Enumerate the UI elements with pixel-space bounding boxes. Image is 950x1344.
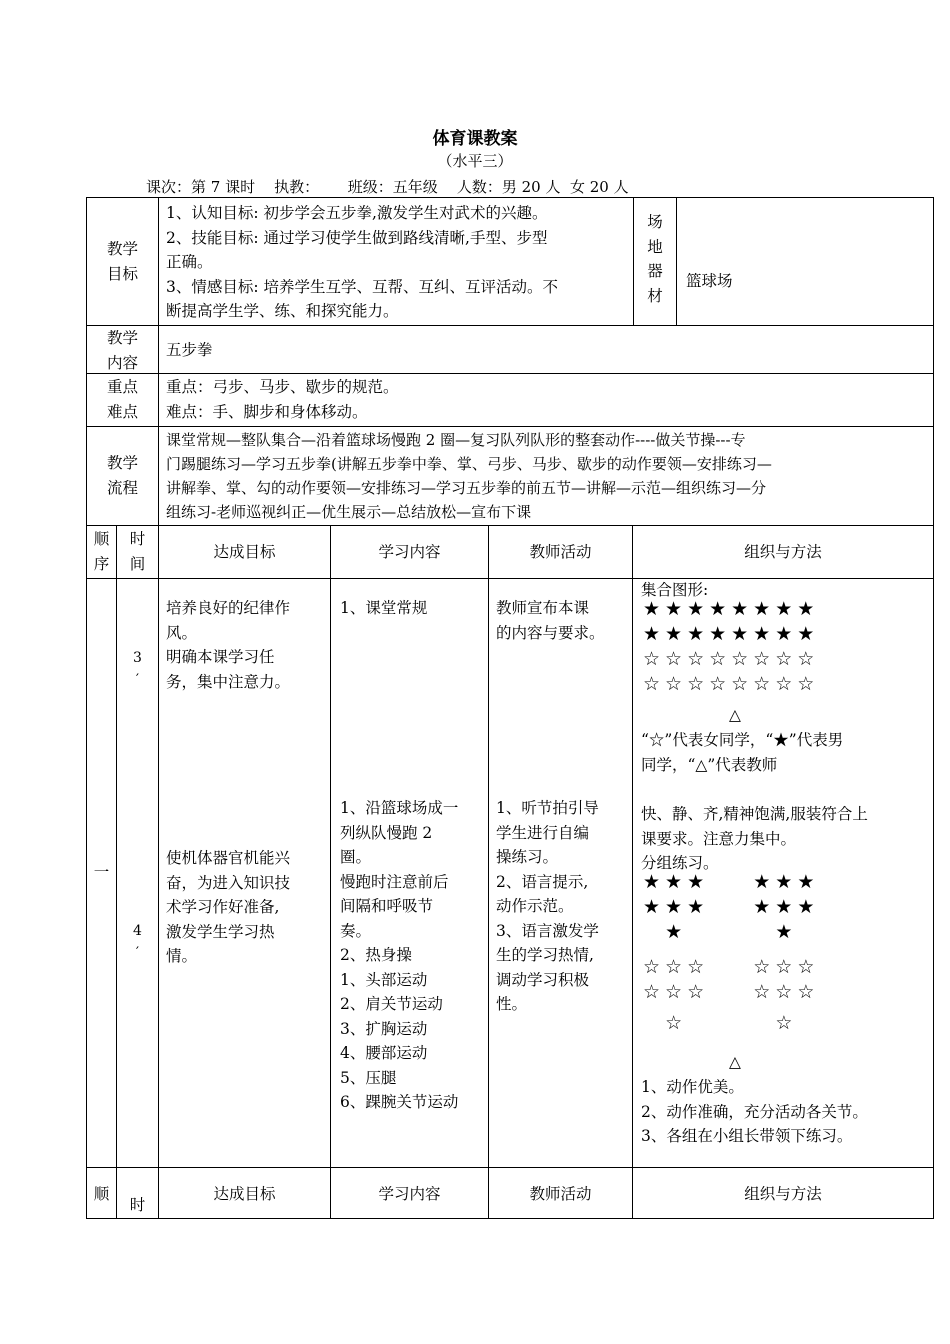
teacher-marker: △ [729,706,741,724]
section-time-1: 3 ′ [133,650,142,688]
lesson-info: 课次：第 7 课时 执教： 班级：五年级 人数：男 20 人 女 20 人 [146,178,629,196]
keypoints-text: 重点：弓步、马步、歇步的规范。 难点：手、脚步和身体移动。 [166,378,399,421]
group-row: ☆ ☆ [643,1012,798,1034]
formation-row: ☆☆☆☆☆☆☆☆ [643,648,820,670]
header-goal: 达成目标 [213,543,276,561]
content-1: 1、课堂常规 [340,599,428,617]
content-value: 五步拳 [166,341,213,359]
content-2: 1、沿篮球场成一 列纵队慢跑 2 圈。 慢跑时注意前后 间隔和呼吸节 奏。 2、热身操 1、头部运动 2、肩关节运动 3、扩胸运动 4、腰部运动 5、压腿 6、踝腕关节运动 [340,799,459,1111]
footer-org: 组织与方法 [744,1185,822,1203]
section-time-2: 4 ′ [133,923,142,961]
venue-value: 篮球场 [686,272,733,290]
footer-order: 顺 [93,1185,110,1203]
footer-goal: 达成目标 [213,1185,276,1203]
teacher-1: 教师宣布本课 的内容与要求。 [496,599,605,642]
group-row: ★ ★ [643,921,798,943]
page-subtitle: （水平三） [437,152,513,170]
practice-points: 1、动作优美。 2、动作准确，充分活动各关节。 3、各组在小组长带领下练习。 [641,1078,868,1145]
venue-label: 场 地 器 材 [647,213,663,305]
footer-content: 学习内容 [378,1185,441,1203]
header-content: 学习内容 [378,543,441,561]
section-order: 一 [93,863,110,881]
group-row: ★★★ ★★★ [643,871,820,893]
page-title: 体育课教案 [432,129,518,149]
requirements: 快、静、齐,精神饱满,服装符合上 课要求。注意力集中。 分组练习。 [641,805,868,872]
content-label: 教学 内容 [106,329,138,372]
footer-teacher: 教师活动 [529,1185,592,1203]
formation-diagram [643,597,931,697]
footer-time: 时 [129,1196,146,1214]
formation-row: ★★★★★★★★ [643,598,820,620]
header-teacher: 教师活动 [529,543,592,561]
formation-row: ☆☆☆☆☆☆☆☆ [643,673,820,695]
org-title: 集合图形: [641,581,709,599]
objectives-text: 1、认知目标: 初步学会五步拳,激发学生对武术的兴趣。 2、技能目标: 通过学习使学生做到路线清晰,手型、步型 正确。 3、情感目标: 培养学生互学、互帮、互纠、互评活动。不 断提高学生学、练、和探究能力。 [166,204,559,320]
group-diagram [643,870,931,1036]
formation-legend: “☆”代表女同学，“★”代表男 同学，“△”代表教师 [641,731,844,774]
goal-2: 使机体器官机能兴 奋，为进入知识技 术学习作好准备, 激发学生学习热 情。 [166,849,291,965]
objectives-label: 教学 目标 [106,240,138,283]
teacher-marker-2: △ [729,1053,741,1071]
teacher-2: 1、听节拍引导 学生进行自编 操练习。 2、语言提示, 动作示范。 3、语言激发学 生的学习热情, 调动学习积极 性。 [496,799,599,1013]
header-time: 时 间 [129,530,146,573]
group-row: ★★★ ★★★ [643,896,820,918]
header-org: 组织与方法 [744,543,822,561]
header-order: 顺 序 [93,530,110,573]
group-row [643,945,931,955]
goal-1: 培养良好的纪律作 风。 明确本课学习任 务，集中注意力。 [166,599,291,691]
group-row: ☆☆☆ ☆☆☆ [643,956,820,978]
group-row: ☆☆☆ ☆☆☆ [643,981,820,1003]
process-text: 课堂常规—整队集合—沿着篮球场慢跑 2 圈—复习队列队形的整套动作----做关节操---专 门踢腿练习—学习五步拳(讲解五步拳中拳、掌、弓步、马步、歇步的动作要领—安排练习— 讲解拳、掌、勾的动作要领—安排练习—学习五步拳的前五节—讲解—示范—组织练习—分 组练习-老师巡视纠正—优生展示—总结放松—宣布下课 [166,431,772,521]
formation-row: ★★★★★★★★ [643,623,820,645]
keypoints-label: 重点 难点 [106,378,138,421]
process-label: 教学 流程 [106,454,138,497]
